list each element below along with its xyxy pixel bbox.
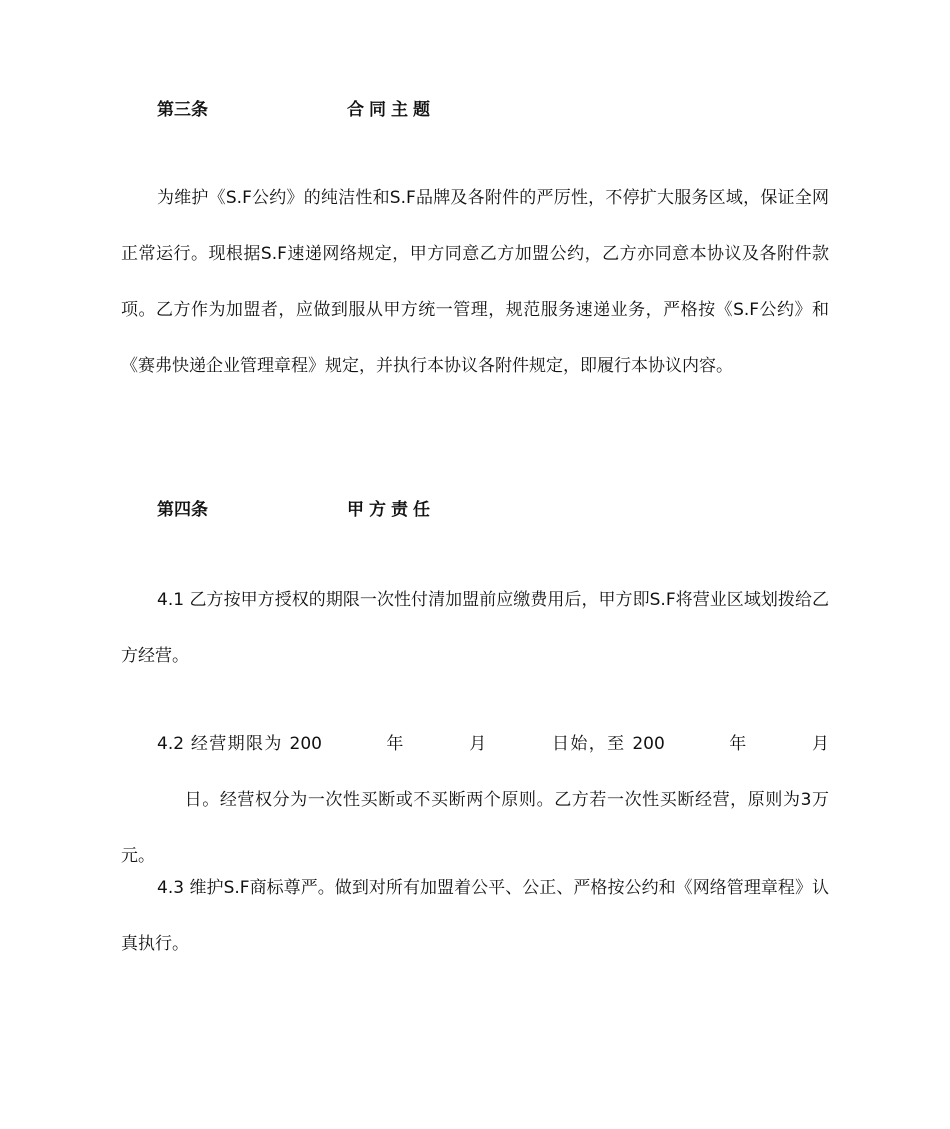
article-3-title: 合同主题 [347,100,435,120]
clause-4-2 [121,716,829,884]
clause-4-2-day1: 日始，至 200 [550,734,665,754]
clause-4-2-month2: 月 [810,734,830,754]
article-4-heading [157,498,435,522]
clause-4-3: 4.3 维护S.F商标尊严。做到对所有加盟着公平、公正、严格按公约和《网络管理章程》认真执行。 [121,878,829,954]
article-3-number: 第三条 [157,100,208,120]
clause-4-2-year2: 年 [727,734,748,754]
clause-4-2-year1: 年 [385,734,405,754]
clause-4-2-month1: 月 [467,734,488,754]
article-3-heading [157,98,435,122]
article-3-body: 为维护《S.F公约》的纯洁性和S.F品牌及各附件的严厉性，不停扩大服务区域，保证全网正常运行。现根据S.F速递网络规定，甲方同意乙方加盟公约，乙方亦同意本协议及各附件款项。乙方作为加盟者，应做到服从甲方统一管理，规范服务速递业务，严格按《S.F公约》和《赛弗快递企业管理章程》规定，并执行本协议各附件规定，即履行本协议内容。 [121,188,829,376]
article-4-number: 第四条 [157,500,208,520]
clause-4-1: 4.1 乙方按甲方授权的期限一次性付清加盟前应缴费用后，甲方即S.F将营业区域划拨给乙方经营。 [121,590,829,666]
article-4-title: 甲方责任 [347,500,435,520]
clause-4-2-part1: 4.2 经营期限为 200 [157,734,322,754]
clause-4-2-rest: 日。经营权分为一次性买断或不买断两个原则。乙方若一次性买断经营，原则为3万元。 [121,790,829,866]
